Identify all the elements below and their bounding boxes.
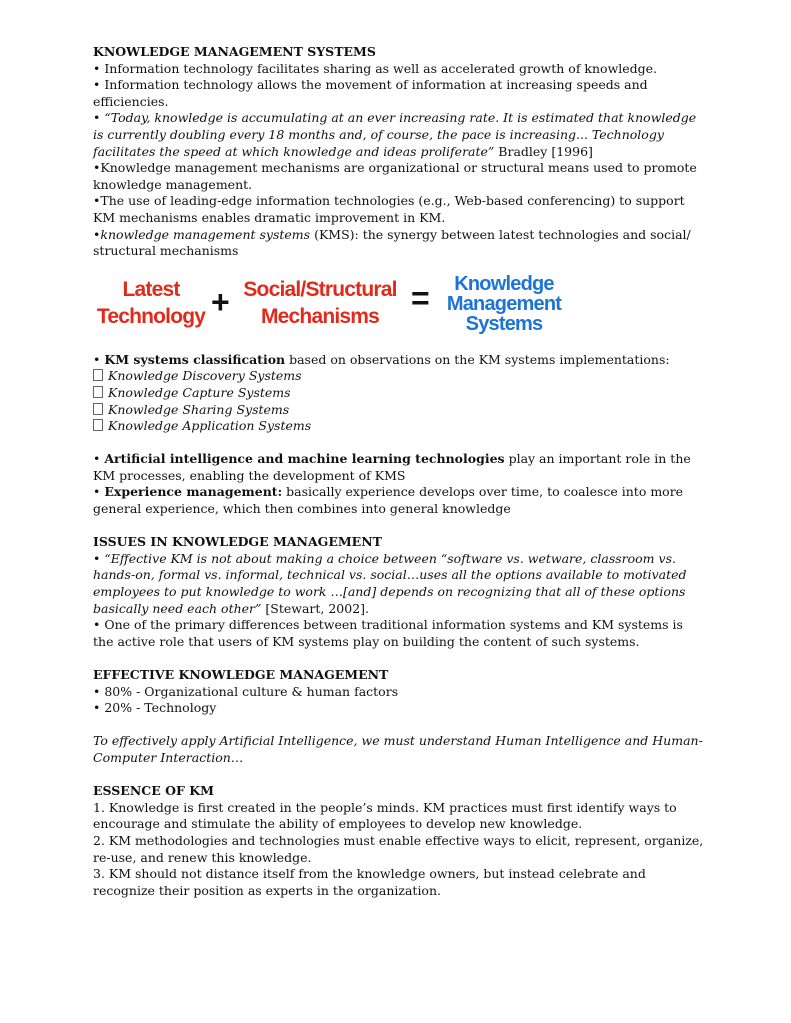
classification-item: Knowledge Discovery Systems [93, 368, 705, 385]
effective-item-technology: • 20% - Technology [93, 700, 217, 716]
bradley-quote [93, 110, 705, 160]
checkbox-glyph-icon [93, 369, 103, 381]
bullet-experience-management: • Experience management: basically experience develops over time, to coalesce into more general experience, which then combines into general knowledge [93, 484, 684, 517]
classification-intro: • KM systems classification based on observations on the KM systems implementations: [93, 351, 670, 367]
essence-item-2: 2. KM methodologies and technologies must enable effective ways to elicit, represent, organize, re-use, and renew this knowledge. [93, 832, 704, 865]
bradley-citation: Bradley [1996] [494, 143, 593, 159]
bullet-kms-definition: •knowledge management systems (KMS): the synergy between latest technologies and social/ structural mechanisms [93, 226, 691, 259]
section-heading-effective: EFFECTIVE KNOWLEDGE MANAGEMENT [93, 667, 389, 682]
effective-item-culture: • 80% - Organizational culture & human factors [93, 683, 399, 699]
bradley-quote-text: • “Today, knowledge is accumulating at an ever increasing rate. It is estimated that knowledge is currently doubling every 18 months and, of course, the pace is increasing... Technology facilitates the speed at which knowledge and ideas proliferate” [93, 110, 697, 159]
classification-item: Knowledge Sharing Systems [93, 402, 705, 419]
classification-item: Knowledge Application Systems [93, 418, 705, 435]
checkbox-glyph-icon [93, 386, 103, 398]
classification-item: Knowledge Capture Systems [93, 385, 705, 402]
equation-term-latest-technology: Latest Technology [96, 277, 206, 328]
section-heading-essence: ESSENCE OF KM [93, 783, 214, 799]
bullet-km-mechanisms: •Knowledge management mechanisms are organizational or structural means used to promote knowledge management. [93, 160, 697, 192]
equation-term-social-structural: Social/Structural Mechanisms [243, 277, 397, 328]
stewart-quote: • “Effective KM is not about making a choice between “software vs. wetware, classroom vs. hands-on, formal vs. informal, technical vs. social…uses all the options available to motivated employees to put knowledge to work …[and] depends on recognizing that all of these options basically need each other” [Stewart, 2002]. [93, 550, 687, 616]
essence-item-1: 1. Knowledge is first created in the people’s minds. KM practices must first identify ways to encourage and stimulate the ability of employees to develop new knowledge. [93, 799, 677, 832]
bullet-ai-ml: • Artificial intelligence and machine learning technologies play an important role in the KM processes, enabling the development of KMS [93, 451, 691, 483]
checkbox-glyph-icon [93, 419, 103, 431]
bullet-it-movement: • Information technology allows the movement of information at increasing speeds and efficiencies. [93, 77, 648, 109]
bullet-leading-edge: •The use of leading-edge information technologies (e.g., Web-based conferencing) to support KM mechanisms enables dramatic improvement in KM. [93, 193, 685, 225]
equation-result-kms: Knowledge Management Systems [446, 272, 562, 335]
section-heading-kms: KNOWLEDGE MANAGEMENT SYSTEMS [93, 44, 376, 59]
stewart-citation: [Stewart, 2002]. [261, 600, 370, 616]
checkbox-glyph-icon [93, 403, 103, 415]
equation-plus-sign: + [211, 283, 229, 320]
kms-equation-graphic [93, 262, 705, 348]
section-heading-issues: ISSUES IN KNOWLEDGE MANAGEMENT [93, 534, 382, 550]
bullet-primary-differences: • One of the primary differences between traditional information systems and KM systems is the active role that users of KM systems play on building the content of such systems. [93, 617, 683, 649]
equation-equals-sign: = [411, 279, 429, 316]
essence-item-3: 3. KM should not distance itself from the knowledge owners, but instead celebrate and recognize their position as experts in the organization. [93, 866, 646, 898]
kms-term: knowledge management systems [100, 226, 311, 242]
bullet-it-sharing: • Information technology facilitates sharing as well as accelerated growth of knowledge. [93, 60, 658, 76]
ai-hci-note: To effectively apply Artificial Intelligence, we must understand Human Intelligence and Human-Computer Interaction… [93, 733, 703, 765]
document-page [93, 44, 705, 899]
